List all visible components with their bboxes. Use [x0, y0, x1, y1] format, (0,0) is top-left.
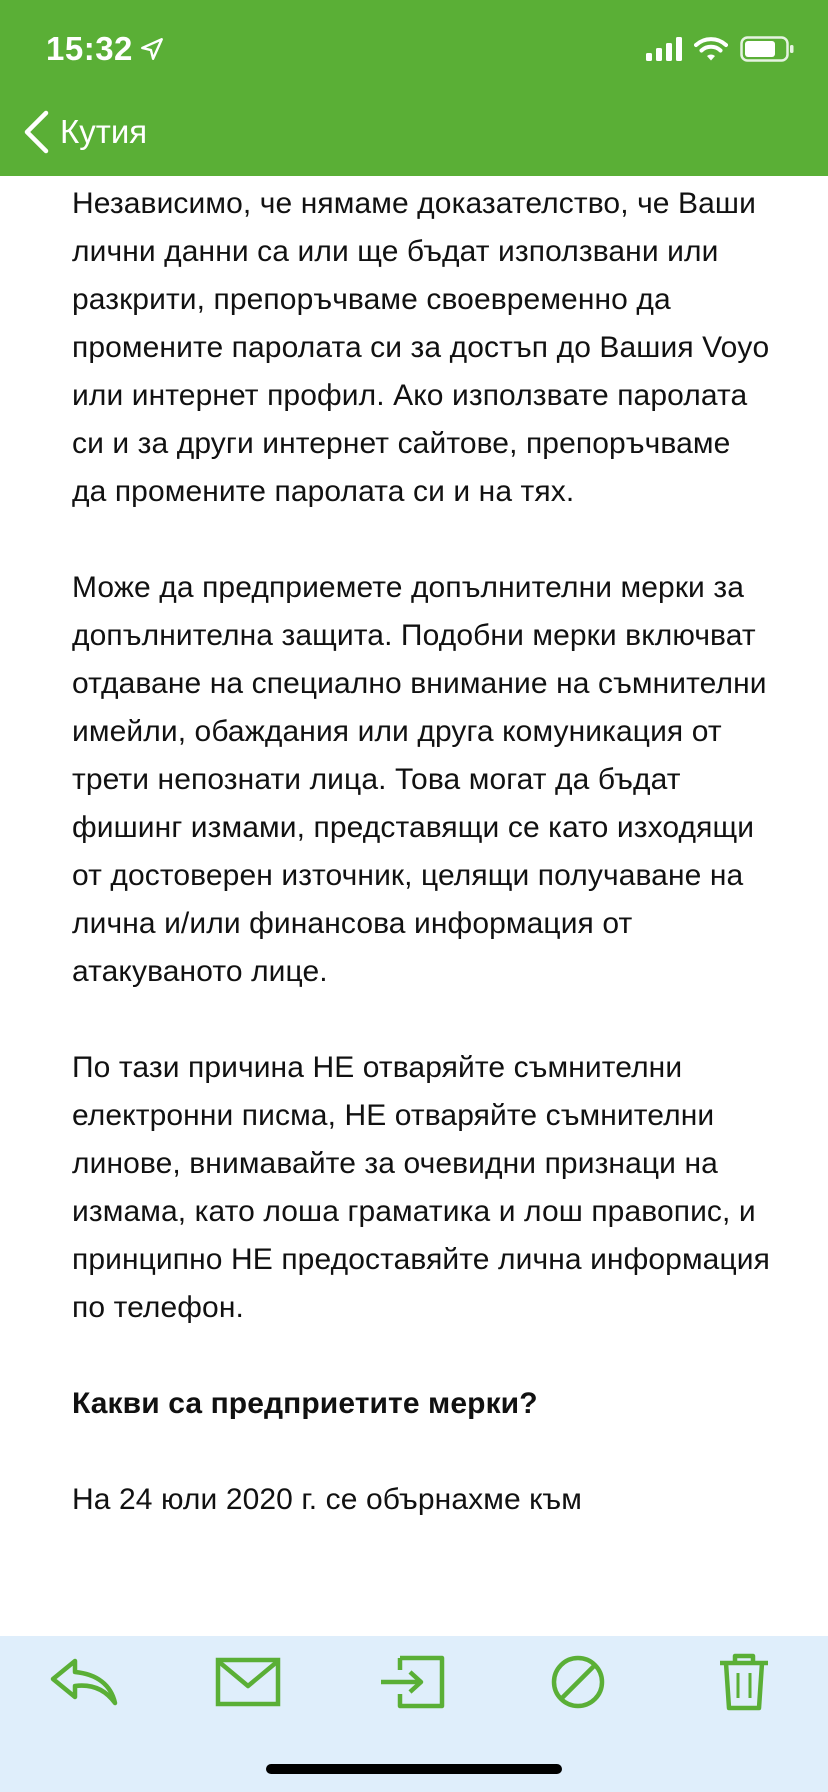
email-paragraph: По тази причина НЕ отваряйте съмнителни електронни писма, НЕ отваряйте съмнителни линове, внимавайте за очевидни признаци на измама, като лоша граматика и лош правопис, и принципно НЕ предоставяйте лична информация по телефон. — [72, 1051, 770, 1324]
email-paragraph: Може да предприемете допълнителни мерки за допълнителна защита. Подобни мерки включват отдаване на специално внимание на съмнителни имейли, обаждания или друга комуникация от трети непознати лица. Това могат да бъдат фишинг измами, представящи се като изходящи от достоверен източник, целящи получаване на лична и/или финансова информация от атакуваното лице. — [72, 571, 767, 988]
app-header — [0, 0, 828, 176]
move-to-folder-button[interactable] — [374, 1650, 450, 1714]
battery-icon — [740, 36, 794, 62]
back-button[interactable] — [22, 108, 147, 156]
signal-icon — [646, 37, 682, 61]
reply-button[interactable] — [46, 1650, 122, 1714]
email-section-heading: Какви са предприетите мерки? — [72, 1387, 538, 1420]
delete-button[interactable] — [706, 1650, 782, 1714]
chevron-left-icon — [22, 110, 50, 154]
email-paragraph-partial: На 24 юли 2020 г. се обърнахме към — [72, 1483, 582, 1516]
email-paragraph: Независимо, че нямаме доказателство, че Ваши лични данни са или ще бъдат използвани или разкрити, препоръчваме своевременно да промените паролата си за достъп до Вашия Voyo или интернет профил. Ако използвате паролата си и за други интернет сайтове, препоръчваме да промените паролата си и на тях. — [72, 187, 770, 508]
status-time-text: 15:32 — [46, 30, 133, 67]
move-to-folder-icon — [378, 1654, 446, 1710]
spam-icon — [550, 1654, 606, 1710]
compose-mail-button[interactable] — [210, 1650, 286, 1714]
home-indicator[interactable] — [266, 1764, 562, 1774]
trash-icon — [718, 1653, 770, 1711]
status-bar-icons — [646, 34, 794, 64]
email-body — [72, 176, 772, 1636]
spam-button[interactable] — [540, 1650, 616, 1714]
status-bar-time — [46, 30, 165, 68]
reply-icon — [49, 1655, 119, 1709]
mail-icon — [215, 1657, 281, 1707]
back-button-label: Кутия — [60, 113, 148, 150]
location-arrow-icon — [139, 36, 165, 62]
wifi-icon — [694, 36, 728, 62]
